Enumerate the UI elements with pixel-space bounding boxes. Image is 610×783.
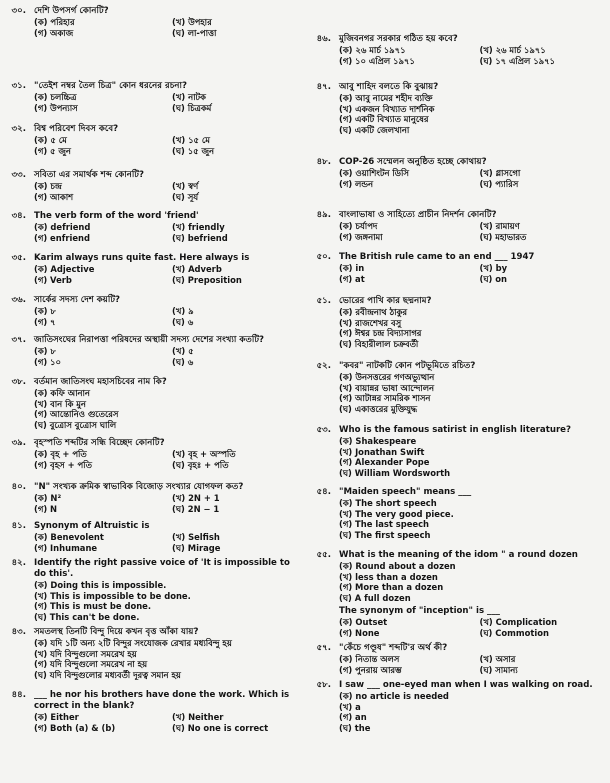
question-number: ৫৩. bbox=[316, 425, 331, 435]
answer-option: (খ) Complication bbox=[479, 617, 558, 627]
question-item bbox=[305, 606, 610, 638]
answer-option: (খ) by bbox=[479, 263, 508, 273]
answer-option: (ঘ) ৬ bbox=[172, 356, 194, 367]
answer-option: (ক) বৃহ + পতি bbox=[34, 449, 87, 459]
answer-option: (ক) ২৬ মার্চ ১৯৭১ bbox=[339, 45, 406, 55]
answer-option: (ক) N² bbox=[34, 493, 62, 503]
answer-option: (ঘ) on bbox=[479, 273, 507, 284]
answer-option: (ক) Shakespeare bbox=[339, 436, 417, 446]
question-number: ৪২. bbox=[11, 558, 26, 568]
question-number: ৫২. bbox=[316, 361, 331, 371]
answer-option: (ক) রবীন্দ্রনাথ ঠাকুর bbox=[339, 307, 408, 317]
options-list bbox=[34, 17, 300, 38]
answer-option: (গ) an bbox=[339, 712, 367, 722]
answer-option: (গ) উপন্যাস bbox=[34, 102, 78, 113]
answer-option: (গ) আকাশ bbox=[34, 191, 74, 202]
question-number: ৩৭. bbox=[11, 335, 26, 345]
question-text: বিশ্ব পরিবেশ দিবস কবে? bbox=[34, 124, 119, 134]
question-line bbox=[305, 157, 610, 168]
answer-option: (খ) less than a dozen bbox=[339, 571, 438, 582]
answer-option: (ক) চলচ্চিত্র bbox=[34, 92, 77, 102]
question-line bbox=[0, 81, 300, 92]
options-list bbox=[339, 168, 610, 189]
question-number: ৫১. bbox=[316, 296, 331, 306]
options-list bbox=[34, 388, 300, 430]
answer-option: (খ) Selfish bbox=[172, 532, 220, 542]
question-item bbox=[305, 296, 610, 349]
question-line bbox=[0, 6, 300, 17]
answer-option: (খ) ২৬ মার্চ ১৯৭১ bbox=[479, 45, 546, 55]
question-item bbox=[305, 550, 610, 603]
question-text: জাতিসংঘের নিরাপত্তা পরিষদের অস্থায়ী সদস্য দেশের সংখ্যা কতটি? bbox=[34, 335, 264, 345]
answer-option: (ক) Round about a dozen bbox=[339, 561, 456, 571]
question-line bbox=[305, 296, 610, 307]
question-line bbox=[0, 295, 300, 306]
question-text: "কবর" নাটকটি কোন পটভূমিতে রচিত? bbox=[339, 361, 476, 371]
options-list bbox=[339, 654, 610, 675]
question-line bbox=[305, 210, 610, 221]
options-list bbox=[339, 221, 610, 242]
options-list bbox=[339, 498, 610, 540]
answer-option: (খ) ১৫ মে bbox=[172, 135, 210, 145]
answer-option: (ক) in bbox=[339, 263, 365, 273]
question-number: ৫৭. bbox=[316, 643, 331, 653]
answer-option: (ঘ) সামান্য bbox=[479, 664, 518, 675]
question-text: সবিতা এর সমার্থক শব্দ কোনটি? bbox=[34, 170, 144, 180]
options-list bbox=[339, 93, 610, 135]
options-list bbox=[34, 493, 300, 514]
answer-option: (ঘ) ৬ bbox=[172, 316, 194, 327]
question-text: মুজিবনগর সরকার গঠিত হয় কবে? bbox=[339, 34, 458, 44]
answer-option: (গ) একটি বিখ্যাত মানুষের bbox=[339, 114, 429, 124]
question-line bbox=[305, 680, 610, 691]
answer-option: (ক) Outset bbox=[339, 617, 388, 627]
answer-option: (গ) যদি বিন্দুগুলো সমরেখ না হয় bbox=[34, 659, 147, 669]
answer-option: (ক) Either bbox=[34, 712, 79, 722]
question-number: ৪৯. bbox=[316, 210, 331, 220]
question-text: What is the meaning of the idom " a round dozen bbox=[339, 550, 578, 560]
question-line bbox=[0, 482, 300, 493]
answer-option: (ঘ) ১৫ জুন bbox=[172, 145, 215, 156]
answer-option: (খ) a bbox=[339, 701, 361, 712]
question-item bbox=[0, 295, 300, 327]
question-text: দেশি উপসর্গ কোনটি? bbox=[34, 6, 109, 16]
options-list bbox=[34, 264, 300, 285]
question-text: COP-26 সম্মেলন অনুষ্ঠিত হচ্ছে কোথায়? bbox=[339, 157, 487, 167]
options-list bbox=[339, 307, 610, 349]
options-list bbox=[339, 263, 610, 284]
question-number: ৫৫. bbox=[316, 550, 331, 560]
question-number: ৪৬. bbox=[316, 34, 331, 44]
answer-option: (গ) অকাজ bbox=[34, 27, 74, 38]
answer-option: (খ) Neither bbox=[172, 712, 224, 722]
question-number: ৩৪. bbox=[11, 211, 26, 221]
question-line bbox=[305, 606, 610, 617]
options-list bbox=[34, 580, 300, 622]
answer-option: (ক) Benevolent bbox=[34, 532, 104, 542]
question-item bbox=[0, 482, 300, 514]
question-item bbox=[0, 558, 300, 622]
answer-option: (ক) আবু নামের শহীদ ব্যক্তি bbox=[339, 93, 433, 103]
question-line bbox=[305, 425, 610, 436]
question-number bbox=[305, 606, 331, 617]
question-line bbox=[305, 361, 610, 372]
question-number: ৪১. bbox=[11, 521, 26, 531]
question-text: বৃহস্পতি শব্দটির সন্ধি বিচ্ছেদ কোনটি? bbox=[34, 438, 165, 448]
question-text: আবু শাহিদ বলতে কি বুঝায়? bbox=[339, 82, 439, 92]
question-number: ৩৩. bbox=[11, 170, 26, 180]
answer-option: (ঘ) Preposition bbox=[172, 274, 242, 285]
answer-option: (গ) The last speech bbox=[339, 519, 430, 529]
question-item bbox=[0, 170, 300, 202]
question-number: ৩২. bbox=[11, 124, 26, 134]
question-item bbox=[305, 252, 610, 284]
question-line bbox=[305, 34, 610, 45]
question-number: ৩০. bbox=[11, 6, 26, 16]
question-number: ৩৯. bbox=[11, 438, 26, 448]
answer-option: (গ) ঈশ্বর চন্দ্র বিদ্যাসাগর bbox=[339, 328, 422, 338]
question-text: Synonym of Altruistic is bbox=[34, 521, 150, 531]
question-text: I saw ___ one-eyed man when I was walking on road. bbox=[339, 680, 593, 690]
question-text: The verb form of the word 'friend' bbox=[34, 211, 199, 221]
options-list bbox=[339, 561, 610, 603]
answer-option: (ঘ) 2N − 1 bbox=[172, 503, 220, 514]
answer-option: (ক) নিতান্ত অলস bbox=[339, 654, 400, 664]
answer-option: (ক) defriend bbox=[34, 222, 91, 232]
answer-option: (খ) This is impossible to be done. bbox=[34, 590, 191, 601]
answer-option: (ঘ) বিহারীলাল চক্রবর্তী bbox=[339, 338, 419, 349]
question-number: ৩৬. bbox=[11, 295, 26, 305]
answer-option: (গ) আন্তোনিও গুতেরেস bbox=[34, 409, 119, 419]
question-text: Karim always runs quite fast. Here always is bbox=[34, 253, 250, 263]
question-line bbox=[0, 170, 300, 181]
answer-option: (ক) ওয়াশিংটন ডিসি bbox=[339, 168, 409, 178]
question-item bbox=[305, 157, 610, 189]
answer-option: (খ) নাটক bbox=[172, 92, 206, 102]
answer-option: (ঘ) সূর্য bbox=[172, 191, 199, 202]
question-text: Identify the right passive voice of 'It is impossible to do this'. bbox=[34, 558, 290, 579]
answer-option: (গ) ৭ bbox=[34, 316, 56, 327]
question-text: "Maiden speech" means ___ bbox=[339, 487, 472, 497]
options-list bbox=[339, 691, 610, 733]
answer-option: (খ) বান কি মুন bbox=[34, 398, 86, 409]
answer-option: (ঘ) Commotion bbox=[479, 627, 549, 638]
answer-option: (ঘ) the bbox=[339, 722, 371, 733]
answer-option: (গ) আটান্নর সামরিক শাসন bbox=[339, 393, 431, 403]
answer-option: (গ) More than a dozen bbox=[339, 582, 444, 592]
options-list bbox=[34, 638, 300, 680]
answer-option: (ক) Doing this is impossible. bbox=[34, 580, 167, 590]
answer-option: (গ) Both (a) & (b) bbox=[34, 722, 116, 733]
answer-option: (খ) স্বর্ণ bbox=[172, 181, 199, 191]
question-item bbox=[0, 253, 300, 285]
answer-option: (ঘ) befriend bbox=[172, 232, 228, 243]
question-line bbox=[305, 487, 610, 498]
options-list bbox=[339, 617, 610, 638]
question-number: ৪৩. bbox=[11, 627, 26, 637]
question-line bbox=[0, 335, 300, 346]
answer-option: (খ) বায়ান্নর ভাষা আন্দোলন bbox=[339, 382, 434, 393]
answer-option: (ক) Adjective bbox=[34, 264, 95, 274]
question-text: "কেঁচে গণ্ডূষ" শব্দটি'র অর্থ কী? bbox=[339, 643, 448, 653]
question-item bbox=[305, 34, 610, 66]
question-number: ৫০. bbox=[316, 252, 331, 262]
answer-option: (ক) ৮ bbox=[34, 346, 56, 356]
question-text: বাংলাভাষা ও সাহিত্যে প্রাচীন নিদর্শন কোনটি? bbox=[339, 210, 497, 220]
answer-option: (ঘ) লা-পাত্তা bbox=[172, 27, 217, 38]
answer-option: (খ) 2N + 1 bbox=[172, 493, 220, 503]
answer-option: (ঘ) চিত্রকর্ম bbox=[172, 102, 212, 113]
question-item bbox=[0, 690, 300, 733]
answer-option: (ক) no article is needed bbox=[339, 691, 449, 701]
options-list bbox=[339, 372, 610, 414]
question-line bbox=[0, 521, 300, 532]
answer-option: (ঘ) প্যারিস bbox=[479, 178, 519, 189]
answer-option: (গ) জঙ্গনামা bbox=[339, 231, 383, 242]
answer-option: (ক) উনসত্তরের গণঅভ্যুত্থান bbox=[339, 372, 435, 382]
question-item bbox=[305, 361, 610, 414]
answer-option: (ক) চন্দ্র bbox=[34, 181, 62, 191]
answer-option: (ঘ) ১৭ এপ্রিল ১৯৭১ bbox=[479, 55, 555, 66]
answer-option: (গ) ৫ জুন bbox=[34, 145, 71, 156]
question-item bbox=[0, 438, 300, 470]
answer-option: (গ) Alexander Pope bbox=[339, 457, 430, 467]
question-number: ৪৪. bbox=[11, 690, 26, 700]
answer-option: (ঘ) বৃহঃ + পতি bbox=[172, 459, 229, 470]
question-text: ভোরের পাখি কার ছদ্মনাম? bbox=[339, 296, 432, 306]
question-text: The synonym of "inception" is ___ bbox=[339, 606, 500, 616]
question-line bbox=[0, 627, 300, 638]
question-number: ৪৭. bbox=[316, 82, 331, 92]
options-list bbox=[34, 306, 300, 327]
options-list bbox=[34, 135, 300, 156]
answer-option: (গ) ১০ এপ্রিল ১৯৭১ bbox=[339, 55, 415, 66]
question-item bbox=[0, 6, 300, 38]
answer-option: (ঘ) মহাভারত bbox=[479, 231, 527, 242]
answer-option: (ক) যদি ১টি অন্য ২টি বিন্দুর সংযোজক রেখার মধ্যবিন্দু হয় bbox=[34, 638, 232, 648]
answer-option: (খ) যদি বিন্দুগুলো সমরেখ হয় bbox=[34, 648, 137, 659]
question-text: বর্তমান জাতিসংঘ মহাসচিবের নাম কি? bbox=[34, 377, 167, 387]
question-text: "N" সংখ্যক ক্রমিক স্বাভাবিক বিজোড় সংখ্যার যোগফল কত? bbox=[34, 482, 244, 492]
answer-option: (ঘ) No one is correct bbox=[172, 722, 269, 733]
answer-option: (ঘ) যদি বিন্দুগুলোর মধ্যবর্তী দূরত্ব সমান হয় bbox=[34, 669, 181, 680]
question-item bbox=[305, 680, 610, 733]
answer-option: (গ) N bbox=[34, 503, 58, 514]
question-line bbox=[0, 211, 300, 222]
question-line bbox=[0, 558, 300, 580]
question-line bbox=[0, 124, 300, 135]
answer-option: (ঘ) Mirage bbox=[172, 542, 221, 553]
question-number: ৫৮. bbox=[316, 680, 331, 690]
options-list bbox=[34, 181, 300, 202]
answer-option: (খ) উপহার bbox=[172, 17, 212, 27]
answer-option: (গ) ১০ bbox=[34, 356, 61, 367]
answer-option: (গ) Inhumane bbox=[34, 542, 98, 553]
answer-option: (খ) ৯ bbox=[172, 306, 194, 316]
question-line bbox=[0, 377, 300, 388]
options-list bbox=[339, 45, 610, 66]
options-list bbox=[34, 532, 300, 553]
answer-option: (গ) at bbox=[339, 273, 365, 284]
question-item bbox=[305, 643, 610, 675]
question-line bbox=[0, 690, 300, 712]
question-text: সার্কের সদস্য দেশ কয়টি? bbox=[34, 295, 120, 305]
answer-option: (ঘ) বুত্রোস বুত্রোস ঘালি bbox=[34, 419, 117, 430]
answer-option: (ক) ৫ মে bbox=[34, 135, 67, 145]
answer-option: (খ) গ্লাসগো bbox=[479, 168, 521, 178]
question-item bbox=[0, 211, 300, 243]
options-list bbox=[34, 346, 300, 367]
answer-option: (খ) একজন বিখ্যাত দার্শনিক bbox=[339, 103, 435, 114]
answer-option: (খ) রামায়ণ bbox=[479, 221, 520, 231]
answer-option: (খ) Adverb bbox=[172, 264, 222, 274]
question-item bbox=[0, 521, 300, 553]
question-text: Who is the famous satirist in english literature? bbox=[339, 425, 571, 435]
answer-option: (ক) ৮ bbox=[34, 306, 56, 316]
options-list bbox=[339, 436, 610, 478]
options-list bbox=[34, 449, 300, 470]
question-number: ৪৮. bbox=[316, 157, 331, 167]
answer-option: (ঘ) একটি জেলখানা bbox=[339, 124, 410, 135]
question-item bbox=[305, 210, 610, 242]
question-number: ৪০. bbox=[11, 482, 26, 492]
question-item bbox=[305, 425, 610, 478]
answer-option: (গ) Verb bbox=[34, 274, 72, 285]
question-item bbox=[305, 82, 610, 135]
answer-option: (গ) লন্ডন bbox=[339, 178, 373, 189]
answer-option: (ঘ) The first speech bbox=[339, 529, 431, 540]
answer-option: (ক) পরিহার bbox=[34, 17, 75, 27]
question-number: ৩৫. bbox=[11, 253, 26, 263]
question-line bbox=[305, 252, 610, 263]
question-text: সমতলস্থ তিনটি বিন্দু দিয়ে কখন বৃত্ত আঁকা যায়? bbox=[34, 627, 199, 637]
question-item bbox=[0, 627, 300, 680]
question-line bbox=[305, 643, 610, 654]
answer-option: (ঘ) This can't be done. bbox=[34, 611, 140, 622]
answer-option: (গ) None bbox=[339, 627, 380, 638]
answer-option: (ঘ) William Wordsworth bbox=[339, 467, 451, 478]
answer-option: (খ) friendly bbox=[172, 222, 225, 232]
answer-option: (গ) পুনরায় আরম্ভ bbox=[339, 664, 402, 675]
question-item bbox=[0, 124, 300, 156]
question-number: ৩৮. bbox=[11, 377, 26, 387]
answer-option: (খ) রাজশেখর বসু bbox=[339, 317, 402, 328]
question-text: "তেইশ নম্বর তৈল চিত্র" কোন ধরনের রচনা? bbox=[34, 81, 187, 91]
options-list bbox=[34, 712, 300, 733]
question-line bbox=[0, 438, 300, 449]
answer-option: (খ) Jonathan Swift bbox=[339, 446, 425, 457]
answer-option: (খ) বৃহ + অস্পতি bbox=[172, 449, 236, 459]
answer-option: (ঘ) একাত্তরের মুক্তিযুদ্ধ bbox=[339, 403, 418, 414]
question-item bbox=[305, 487, 610, 540]
answer-option: (খ) The very good piece. bbox=[339, 508, 454, 519]
question-item bbox=[0, 81, 300, 113]
question-item bbox=[0, 377, 300, 430]
question-line bbox=[0, 253, 300, 264]
question-text: The British rule came to an end ___ 1947 bbox=[339, 252, 535, 262]
answer-option: (গ) This is must be done. bbox=[34, 601, 152, 611]
question-line bbox=[305, 82, 610, 93]
question-line bbox=[305, 550, 610, 561]
question-item bbox=[0, 335, 300, 367]
answer-option: (ক) The short speech bbox=[339, 498, 437, 508]
answer-option: (গ) বৃহস + পতি bbox=[34, 459, 92, 470]
question-text: ___ he nor his brothers have done the work. Which is correct in the blank? bbox=[34, 690, 290, 711]
options-list bbox=[34, 222, 300, 243]
answer-option: (গ) enfriend bbox=[34, 232, 90, 243]
options-list bbox=[34, 92, 300, 113]
question-number: ৫৪. bbox=[316, 487, 331, 497]
answer-option: (খ) অসার bbox=[479, 654, 516, 664]
answer-option: (খ) ৫ bbox=[172, 346, 194, 356]
answer-option: (ক) কফি আনান bbox=[34, 388, 90, 398]
answer-option: (ক) চর্যাপদ bbox=[339, 221, 378, 231]
question-number: ৩১. bbox=[11, 81, 26, 91]
answer-option: (ঘ) A full dozen bbox=[339, 592, 411, 603]
